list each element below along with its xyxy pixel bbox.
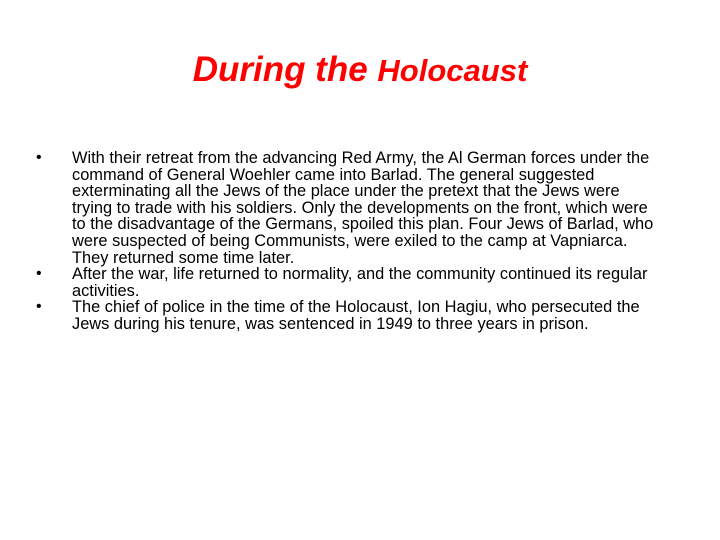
bullet-item-3 — [36, 299, 656, 332]
title-part-1: During the — [192, 50, 378, 89]
bullet-dot-icon: • — [36, 265, 42, 283]
bullet-dot-icon: • — [36, 298, 42, 316]
bullet-list — [36, 150, 656, 333]
title-part-2: Holocaust — [377, 53, 528, 88]
bullet-text-3: The chief of police in the time of the Holocaust, Ion Hagiu, who persecuted the Jews during his tenure, was sentenced in 1949 to three years in prison. — [72, 298, 640, 333]
bullet-text-2: After the war, life returned to normality, and the community continued its regular activities. — [72, 265, 648, 300]
bullet-text-1: With their retreat from the advancing Red Army, the Al German forces under the command of General Woehler came into Barlad. The general suggested exterminating all the Jews of the place under the pretext that the Jews were trying to trade with his soldiers. Only the developments on the front, which were to the disadvantage of the Germans, spoiled this plan. Four Jews of Barlad, who were suspected of being Communists, were exiled to the camp at Vapniarca. They returned some time later. — [72, 149, 654, 267]
bullet-dot-icon: • — [36, 149, 42, 166]
slide-title — [0, 48, 720, 93]
bullet-item-2 — [36, 266, 656, 299]
bullet-item-1 — [36, 150, 656, 266]
